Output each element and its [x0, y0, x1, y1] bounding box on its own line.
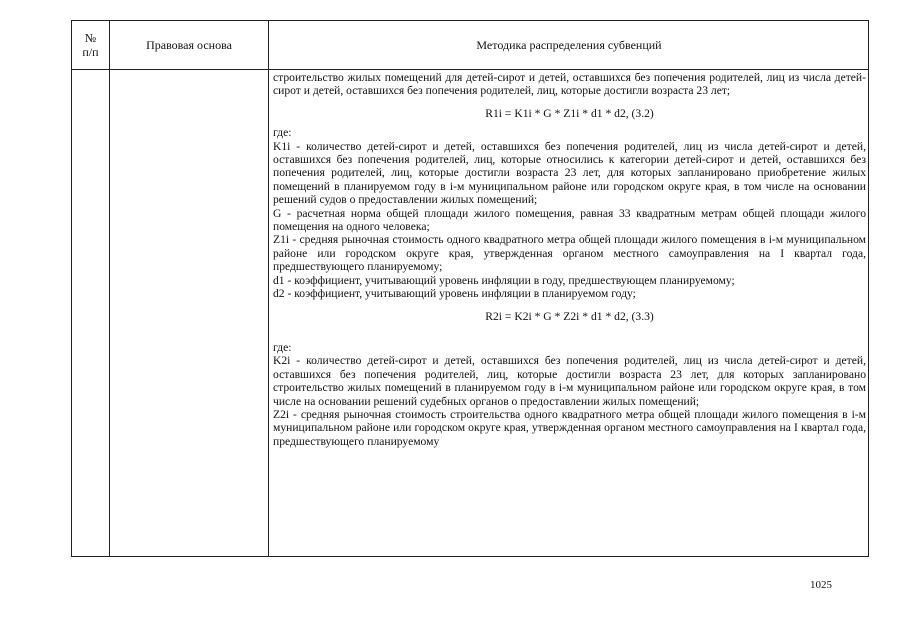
formula-3-2: R1i = K1i * G * Z1i * d1 * d2, (3.2)	[485, 106, 654, 120]
definition-z1i: Z1i - средняя рыночная стоимость одного квадратного метра общей площади жилого помещения в i-м муниципальном районе или городском округе края, утвержденная органом местного самоуправления на I квартал года, предшествующего планируемому;	[273, 233, 866, 274]
definition-g: G - расчетная норма общей площади жилого помещения, равная 33 квадратным метрам общей площади жилого помещения на одного человека;	[273, 206, 866, 234]
header-number-sign: №	[84, 31, 97, 45]
where-label: где:	[273, 126, 292, 140]
header-number-cell	[72, 21, 109, 69]
header-number-abbr: п/п	[82, 45, 99, 59]
methodology-cell	[273, 71, 866, 448]
definition-z2i: Z2i - средняя рыночная стоимость строительства одного квадратного метра общей площади жилого помещения в i-м муниципальном районе или городском округе края, утвержденная органом местного самоуправления на I квартал года, предшествующего планируемому	[273, 407, 866, 448]
where-label: где:	[273, 340, 292, 354]
page-number: 1025	[810, 579, 832, 591]
definition-d1: d1 - коэффициент, учитывающий уровень инфляции в году, предшествующем планируемому;	[273, 273, 735, 287]
header-divider	[72, 69, 868, 70]
header-legal-basis: Правовая основа	[146, 38, 232, 52]
subsidy-methodology-table	[71, 20, 869, 557]
definition-k1i: K1i - количество детей-сирот и детей, оставшихся без попечения родителей, лиц из числа детей-сирот и детей, оставшихся без попечения родителей, лиц, которые относились к категории детей-сирот и детей, оставшихся без попечения родителей, лиц, которые достигли возраста 23 лет, для которых запланировано приобретение жилых помещений в планируемом году в i-м муниципальном районе или городском округе края, в том числе на основании решений судов о предоставлении жилых помещений;	[273, 139, 866, 207]
column-divider	[109, 21, 110, 556]
column-divider	[268, 21, 269, 556]
formula-3-3: R2i = K2i * G * Z2i * d1 * d2, (3.3)	[485, 309, 654, 323]
definition-d2: d2 - коэффициент, учитывающий уровень инфляции в планируемом году;	[273, 287, 636, 301]
definition-k2i: K2i - количество детей-сирот и детей, оставшихся без попечения родителей, лиц из числа детей-сирот и детей, оставшихся без попечения родителей, лиц, которые достигли возраста 23 лет, для которых запланировано строительство жилых помещений в планируемом году в i-м муниципальном районе или городском округе края, в том числе на основании решений судебных органов о предоставлении жилых помещений;	[273, 354, 866, 408]
intro-paragraph: строительство жилых помещений для детей-сирот и детей, оставшихся без попечения родителей, лиц из числа детей-сирот и детей, оставшихся без попечения родителей, лиц, которые достигли возраста 23 лет;	[273, 71, 866, 98]
header-methodology: Методика распределения субвенций	[476, 38, 662, 52]
